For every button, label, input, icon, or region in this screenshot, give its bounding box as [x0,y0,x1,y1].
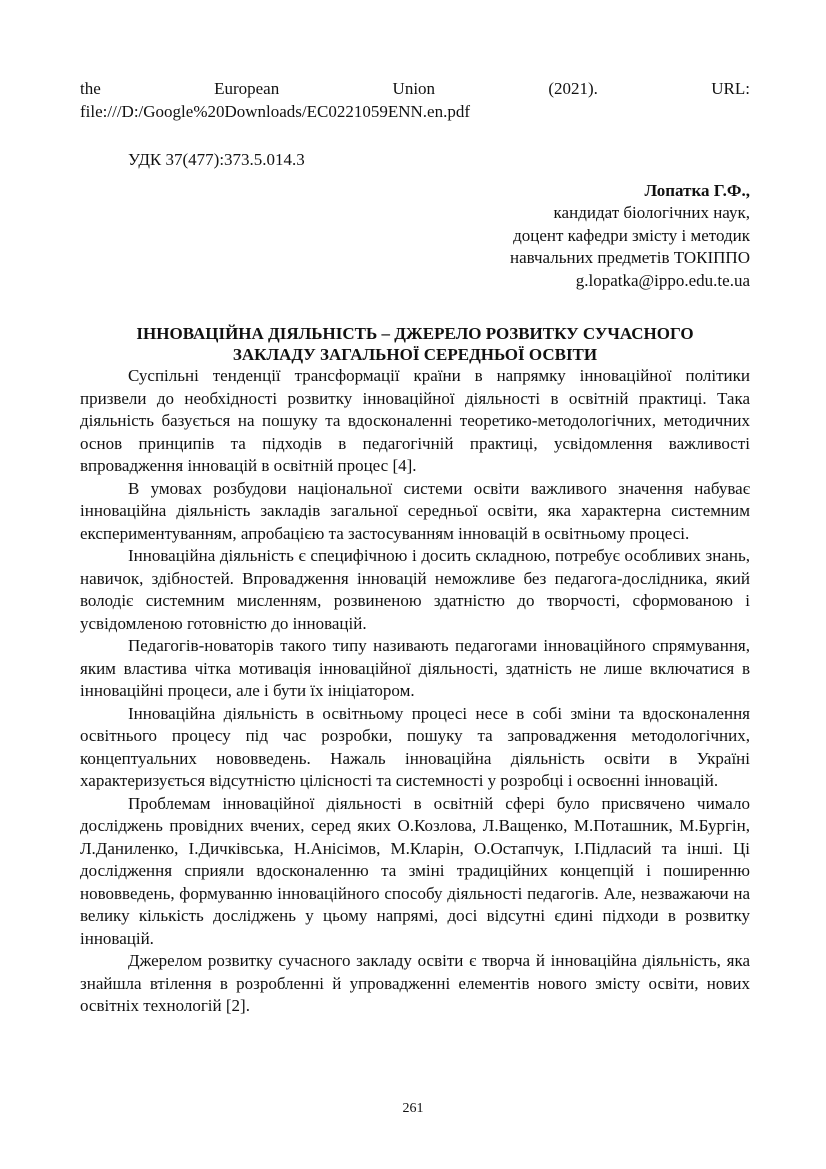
reference-word: the [80,79,101,98]
paragraph: Інноваційна діяльність є специфічною і досить складною, потребує особливих знань, навичок, здібностей. Впровадження інновацій неможливе без педагога-дослідника, який володіє системним мисленням, розвиненою здатністю до творчості, сформованою і усвідомленою готовністю до інновацій. [80,546,750,633]
document-page [80,78,750,1018]
article-title [80,323,750,365]
paragraph: Проблемам інноваційної діяльності в освітній сфері було присвячено чимало досліджень провідних вчених, серед яких О.Козлова, Л.Ващенко, М.Поташник, М.Бургін, Л.Даниленко, І.Дичківська, Н.Анісімов, М.Кларін, О.Остапчук, І.Підласий та інші. Ці дослідження сприяли вдосконаленню та зміні традиційних концепцій і поширенню нововведень, формуванню інноваційного способу діяльності педагогів. Але, незважаючи на велику кількість досліджень у цьому напрямі, досі відсутні єдині підходи в розвитку інновацій. [80,793,750,948]
author-block [80,180,750,293]
paragraph: Джерелом розвитку сучасного закладу освіти є творча й інноваційна діяльність, яка знайшла втілення в розробленні й упровадженні елементів нового змісту освіти, нових освітніх технологій [2]. [80,951,750,1015]
udk-code: УДК 37(477):373.5.014.3 [128,150,305,169]
author-email: g.lopatka@ippo.edu.te.ua [575,270,750,290]
reference-line [80,78,750,101]
author-position: доцент кафедри змісту і методик [513,225,750,245]
reference-word: Union [392,79,436,98]
author-degree: кандидат біологічних наук, [553,203,750,222]
paragraph: В умовах розбудови національної системи освіти важливого значення набуває інноваційна діяльність закладів загальної середньої освіти, яка характерна системним експериментуванням, апробацією та застосуванням інновацій в освітньому процесі. [80,478,750,543]
reference-word: URL: [711,79,750,98]
reference-url: file:///D:/Google%20Downloads/EC0221059ENN.en.pdf [80,101,471,121]
reference-word: (2021). [548,79,598,98]
title-line: ІННОВАЦІЙНА ДІЯЛЬНІСТЬ – ДЖЕРЕЛО РОЗВИТКУ СУЧАСНОГО [136,324,694,343]
paragraph: Інноваційна діяльність в освітньому процесі несе в собі зміни та вдосконалення освітнього процесу під час розробки, пошуку та запровадження методологічних, концептуальних нововведень. Нажаль інноваційна діяльність освіти в Україні характеризується відсутністю цілісності та системності у розробці і освоєнні інновацій. [80,703,750,790]
author-institution: навчальних предметів ТОКІППО [509,248,750,267]
paragraph: Суспільні тенденції трансформації країни в напрямку інноваційної політики призвели до необхідності розвитку інноваційної діяльності в освітній практиці. Така діяльність базується на пошуку та вдосконаленні теоретико-методологічних, методичних основ принципів та підходів в педагогічній практиці, усвідомлення важливості впровадження інновацій в освітній процес [4]. [80,366,750,475]
title-line: ЗАКЛАДУ ЗАГАЛЬНОЇ СЕРЕДНЬОЇ ОСВІТИ [232,345,598,364]
author-name: Лопатка Г.Ф., [644,180,750,200]
paragraph: Педагогів-новаторів такого типу називають педагогами інноваційного спрямування, яким властива чітка мотивація інноваційної діяльності, здатність не лише включатися в інноваційні процеси, але і бути їх ініціатором. [80,636,750,700]
article-body [80,365,750,1018]
page-number: 261 [402,1101,424,1116]
reference-word: European [214,79,280,98]
